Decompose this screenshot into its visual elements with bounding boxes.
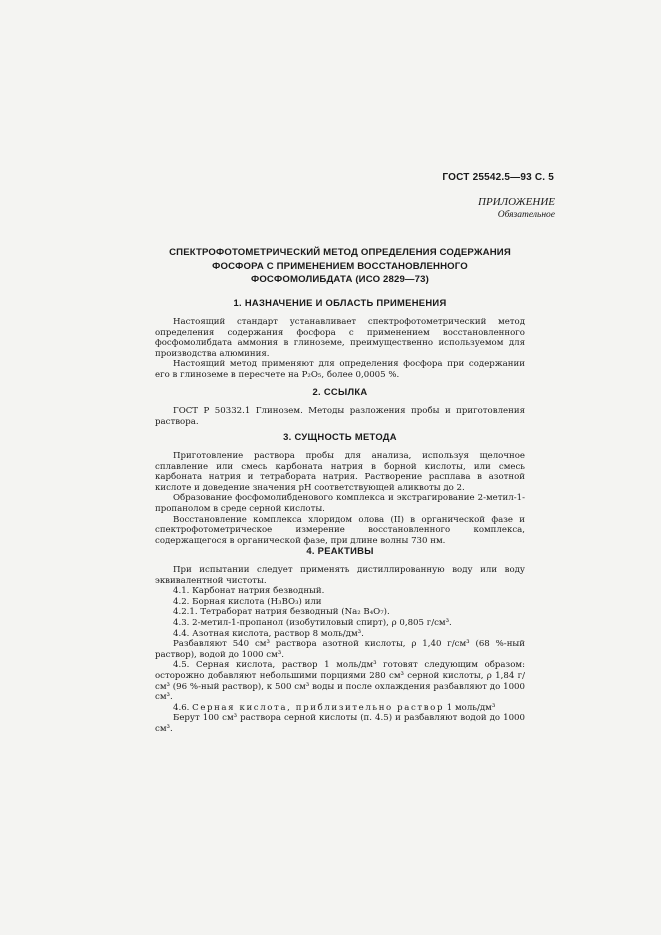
section-purpose [155, 297, 525, 381]
section-reagents-heading: 4. РЕАКТИВЫ [306, 545, 374, 556]
standard-reference: ГОСТ 25542.5—93 С. 5 [442, 172, 554, 183]
section-method-paragraph-3: Восстановление комплекса хлоридом олова (II) в органической фазе и спектрофотометрическое измерение восстановленного комплекса, содержащегося в органической фазе, при длине волны 730 нм. [155, 514, 525, 546]
reagent-4-4-text: Разбавляют 540 см³ раствора азотной кислоты, ρ 1,40 г/см³ (68 %-ный раствор), водой до 1000 см³. [155, 639, 525, 660]
reagent-4-6 [155, 703, 525, 714]
reagent-4-2-1: 4.2.1. Тетраборат натрия безводный (Na₂ B₄O₇). [173, 607, 390, 618]
appendix-status: Обязательное [497, 210, 555, 220]
section-method-paragraph-2: Образование фосфомолибденового комплекса и экстрагирование 2-метил-1-пропанолом в среде серной кислоты. [155, 493, 525, 514]
reagent-4-6-title: Серная кислота, приблизительно раствор [192, 702, 445, 713]
reagent-4-5: 4.5. Серная кислота, раствор 1 моль/дм³ готовят следующим образом: осторожно добавляют небольшими порциями 280 см³ серной кислоты, ρ 1,84 г/см³ (96 %-ный раствор), к 500 см³ воды и после охлаждения разбавляют до 1000 см³. [155, 660, 525, 703]
appendix-label: ПРИЛОЖЕНИЕ [478, 196, 555, 208]
appendix-label-block [478, 196, 555, 222]
document-title [150, 246, 530, 287]
reagent-4-3: 4.3. 2-метил-1-пропанол (изобутиловый спирт), ρ 0,805 г/см³. [173, 617, 452, 628]
section-reference-paragraph: ГОСТ Р 50332.1 Глинозем. Методы разложения пробы и приготовления раствора. [155, 406, 525, 427]
section-purpose-paragraph-2: Настоящий метод применяют для определения фосфора при содержании его в глиноземе в пересчете на P₂O₅, более 0,0005 %. [155, 359, 525, 380]
reagent-4-6-concentration: 1 моль/дм³ [446, 702, 496, 713]
reagents-intro: При испытании следует применять дистиллированную воду или воду эквивалентной чистоты. [155, 565, 525, 586]
reagent-4-6-text: Берут 100 см³ раствора серной кислоты (п. 4.5) и разбавляют водой до 1000 см³. [155, 713, 525, 734]
section-reagents [155, 545, 525, 735]
section-purpose-heading: 1. НАЗНАЧЕНИЕ И ОБЛАСТЬ ПРИМЕНЕНИЯ [233, 297, 447, 308]
section-method-heading: 3. СУЩНОСТЬ МЕТОДА [283, 431, 397, 442]
section-method-paragraph-1: Приготовление раствора пробы для анализа, используя щелочное сплавление или смесь карбоната натрия в борной кислоты, или смесь карбоната натрия и тетрабората натрия. Растворение расплава в азотной кислоте и доведение значения pH соответствующей аликвоты до 2. [155, 451, 525, 493]
section-purpose-paragraph-1: Настоящий стандарт устанавливает спектрофотометрический метод определения содержания фосфора с применением восстановленного фосфомолибдата аммония в глиноземе, преимущественно используемом для производства алюминия. [155, 317, 525, 359]
reagent-4-2: 4.2. Борная кислота (H₃BO₃) или [173, 596, 322, 607]
title-line-1: СПЕКТРОФОТОМЕТРИЧЕСКИЙ МЕТОД ОПРЕДЕЛЕНИЯ СОДЕРЖАНИЯ [169, 247, 511, 258]
section-reference [155, 386, 525, 427]
reagent-4-1: 4.1. Карбонат натрия безводный. [173, 586, 325, 597]
section-method-essence [155, 431, 525, 546]
reagent-4-4: 4.4. Азотная кислота, раствор 8 моль/дм³. [173, 628, 364, 639]
title-line-3: ФОСФОМОЛИБДАТА (ИСО 2829—73) [250, 274, 429, 285]
title-line-2: ФОСФОРА С ПРИМЕНЕНИЕМ ВОССТАНОВЛЕННОГО [212, 260, 468, 272]
reagent-4-6-number: 4.6. [173, 702, 190, 713]
section-reference-heading: 2. ССЫЛКА [312, 386, 368, 397]
